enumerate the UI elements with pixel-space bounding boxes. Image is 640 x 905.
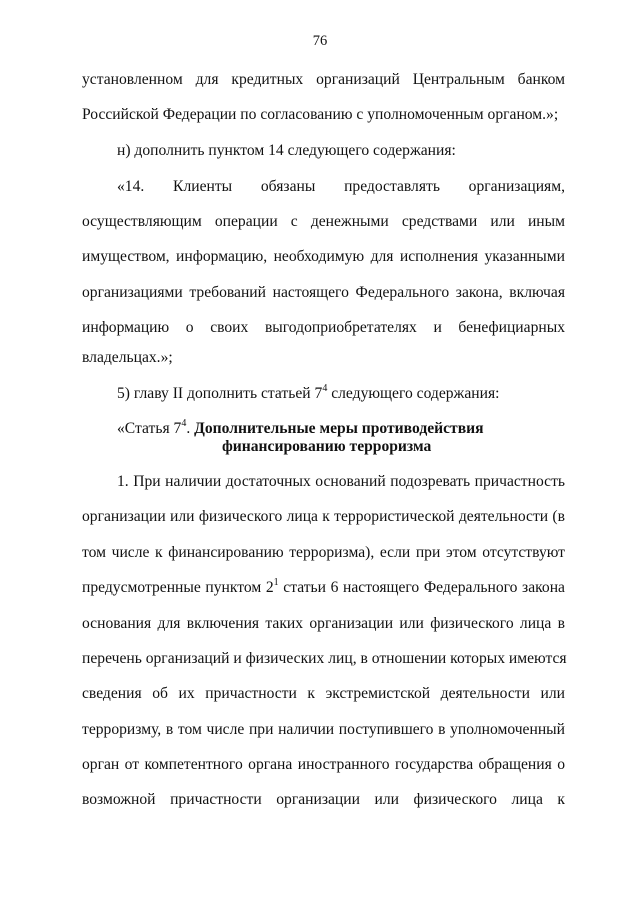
text-line: том числе к финансированию терроризма), если при этом отсутствуют bbox=[82, 544, 565, 561]
text-line: возможной причастности организации или физического лица к bbox=[82, 791, 565, 808]
article-title: Дополнительные меры противодействия bbox=[194, 420, 484, 437]
text-line: 1. При наличии достаточных оснований подозревать причастность bbox=[117, 473, 565, 490]
text-run: 5) главу II дополнить статьей 7 bbox=[117, 385, 323, 402]
text-line: установленном для кредитных организаций Центральным банком bbox=[82, 71, 565, 88]
superscript: 1 bbox=[273, 577, 279, 588]
text-line: имуществом, информацию, необходимую для исполнения указанными bbox=[82, 248, 565, 265]
text-line: сведения об их причастности к экстремистской деятельности или bbox=[82, 685, 565, 702]
text-line: орган от компетентного органа иностранного государства обращения о bbox=[82, 756, 565, 773]
text-run: следующего содержания: bbox=[327, 385, 500, 402]
superscript: 4 bbox=[322, 383, 328, 394]
article-title-continued: финансированию терроризма bbox=[222, 438, 432, 455]
text-line: владельцах.»; bbox=[82, 349, 173, 366]
article-heading bbox=[117, 419, 577, 439]
text-line bbox=[82, 578, 565, 598]
text-run: . bbox=[186, 420, 195, 437]
text-line: информацию о своих выгодоприобретателях и бенефициарных bbox=[82, 319, 565, 336]
text-line: осуществляющим операции с денежными средствами или иным bbox=[82, 213, 565, 230]
text-run: предусмотренные пунктом 2 bbox=[82, 579, 274, 596]
text-line: н) дополнить пунктом 14 следующего содержания: bbox=[117, 142, 456, 159]
text-line: организациями требований настоящего Федерального закона, включая bbox=[82, 284, 565, 301]
text-line: перечень организаций и физических лиц, в отношении которых имеются bbox=[82, 650, 567, 667]
superscript: 4 bbox=[181, 418, 187, 429]
article-label: «Статья 7 bbox=[117, 420, 182, 437]
text-line: «14. Клиенты обязаны предоставлять организациям, bbox=[117, 178, 565, 195]
text-run: статьи 6 настоящего Федерального закона bbox=[278, 579, 565, 596]
text-line: организации или физического лица к террористической деятельности (в bbox=[82, 508, 565, 525]
text-line: Российской Федерации по согласованию с уполномоченным органом.»; bbox=[82, 106, 559, 123]
text-line: основания для включения таких организации или физического лица в bbox=[82, 615, 565, 632]
text-line: терроризму, в том числе при наличии поступившего в уполномоченный bbox=[82, 721, 565, 738]
text-line bbox=[117, 384, 565, 404]
page-number: 76 bbox=[312, 33, 328, 49]
